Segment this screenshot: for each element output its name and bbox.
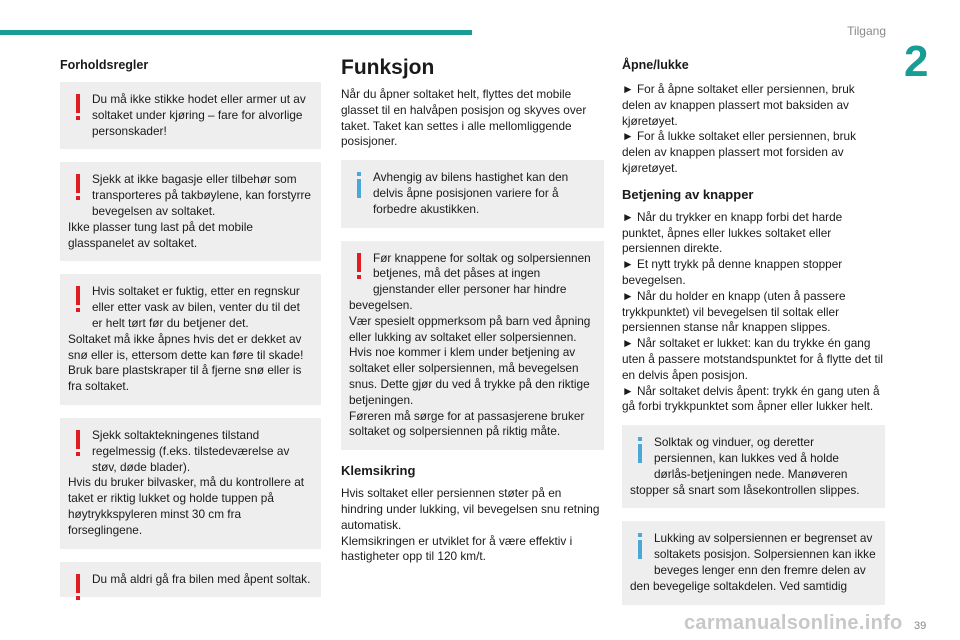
warning-icon	[68, 92, 88, 126]
warning-icon	[68, 572, 88, 606]
warning-box	[60, 82, 321, 149]
info-box	[622, 425, 885, 508]
warning-text: Du må ikke stikke hodet eller armer ut av soltaket under kjøring – fare for alvorlige personskader!	[92, 92, 306, 138]
info-icon	[630, 531, 650, 565]
column-function	[341, 52, 604, 575]
button-operation-heading: Betjening av knapper	[622, 186, 754, 202]
info-text: Solktak og vinduer, og deretter persiennen, kan lukkes ved å holde dørlås-betjeningen nede. Manøveren stopper så snart som låsekontrollen slippes.	[630, 435, 860, 497]
button-operation-text: ► Når du trykker en knapp forbi det harde punktet, åpnes eller lukkes soltaket eller persiennen direkte. ► Et nytt trykk på denne knappen stopper bevegelsen. ► Når du holder en knapp (uten å passere trykkpunktet) vil bevegelsen til soltak eller persiennen stanse når knappen slippes. ► Når soltaket er lukket: kan du trykke én gang uten å passere motstandspunktet for å flytte det til en delvis åpen posisjon. ► Når soltaket delvis åpent: trykk én gang uten å gå forbi trykkpunktet som åpner eller lukker helt.	[622, 209, 883, 414]
warning-text: Du må aldri gå fra bilen med åpent soltak.	[92, 571, 311, 586]
watermark: carmanualsonline.info	[684, 612, 903, 634]
anti-pinch-text: Hvis soltaket eller persiennen støter på en hindring under lukking, vil bevegelsen snu retning automatisk. Klemsikringen er utviklet for å være effektiv i hastigheter opp til 120 km/t.	[341, 486, 600, 564]
warning-icon	[68, 428, 88, 462]
warning-box	[60, 562, 321, 598]
precautions-heading: Forholdsregler	[60, 58, 149, 72]
open-close-heading: Åpne/lukke	[622, 58, 689, 72]
function-intro: Når du åpner soltaket helt, flyttes det mobile glasset til en halvåpen posisjon og skyves over taket. Taket kan settes i alle mellomliggende posisjoner.	[341, 87, 587, 149]
column-precautions	[60, 52, 321, 610]
function-title: Funksjon	[341, 56, 435, 79]
column-open-close	[622, 52, 885, 618]
chapter-number: 2	[904, 37, 929, 86]
info-icon	[349, 170, 369, 204]
anti-pinch-heading: Klemsikring	[341, 463, 416, 479]
section-title: Tilgang	[847, 24, 886, 38]
info-box	[341, 160, 604, 227]
info-text: Lukking av solpersiennen er begrenset av soltakets posisjon. Solpersiennen kan ikke beveges lenger enn den fremre delen av den bevegelige soltakdelen. Ved samtidig	[630, 531, 876, 593]
warning-icon	[68, 172, 88, 206]
warning-text: Før knappene for soltak og solpersiennen betjenes, må det påses at ingen gjenstander eller personer har hindre bevegelsen. Vær spesielt oppmerksom på barn ved åpning eller lukking av soltaket eller solpersiennen. Hvis noe kommer i klem under betjening av soltaket eller solpersiennen, må bevegelsen snus. Dette gjør du ved å trykke på den riktige betjeningen. Føreren må sørge for at passasjerene bruker soltaket og solpersiennen på riktig måte.	[349, 250, 591, 439]
page-number: 39	[914, 620, 927, 632]
warning-box	[60, 418, 321, 549]
warning-icon	[68, 284, 88, 318]
warning-text: Sjekk soltaktekningenes tilstand regelmessig (f.eks. tilstedeværelse av støv, døde blader). Hvis du bruker bilvasker, må du kontrollere at taket er riktig lukket og holde tuppen på høytrykkspyleren minst 30 cm fra forseglingene.	[68, 427, 305, 537]
info-icon	[630, 435, 650, 469]
warning-icon	[349, 251, 369, 285]
info-box	[622, 521, 885, 604]
warning-text: Hvis soltaket er fuktig, etter en regnskur eller etter vask av bilen, venter du til det er helt tørt før du betjener det. Soltaket må ikke åpnes hvis det er dekket av snø eller is, ettersom dette kan føre til skade! Bruk bare plastskraper til å fjerne snø eller is fra soltaket.	[68, 284, 304, 394]
warning-box	[60, 274, 321, 405]
header-accent-bar	[0, 30, 472, 35]
warning-box	[60, 162, 321, 261]
warning-text: Sjekk at ikke bagasje eller tilbehør som transporteres på takbøylene, kan forstyrre bevegelsen av soltaket. Ikke plasser tung last på det mobile glasspanelet av soltaket.	[68, 172, 311, 250]
open-close-text: ► For å åpne soltaket eller persiennen, bruk delen av knappen plassert mot baksiden av kjøretøyet. ► For å lukke soltaket eller persiennen, bruk delen av knappen plassert mot forsiden av kjøretøyet.	[622, 82, 856, 175]
info-text: Avhengig av bilens hastighet kan den delvis åpne posisjonen variere for å forbedre akustikken.	[373, 170, 569, 216]
warning-box	[341, 241, 604, 451]
